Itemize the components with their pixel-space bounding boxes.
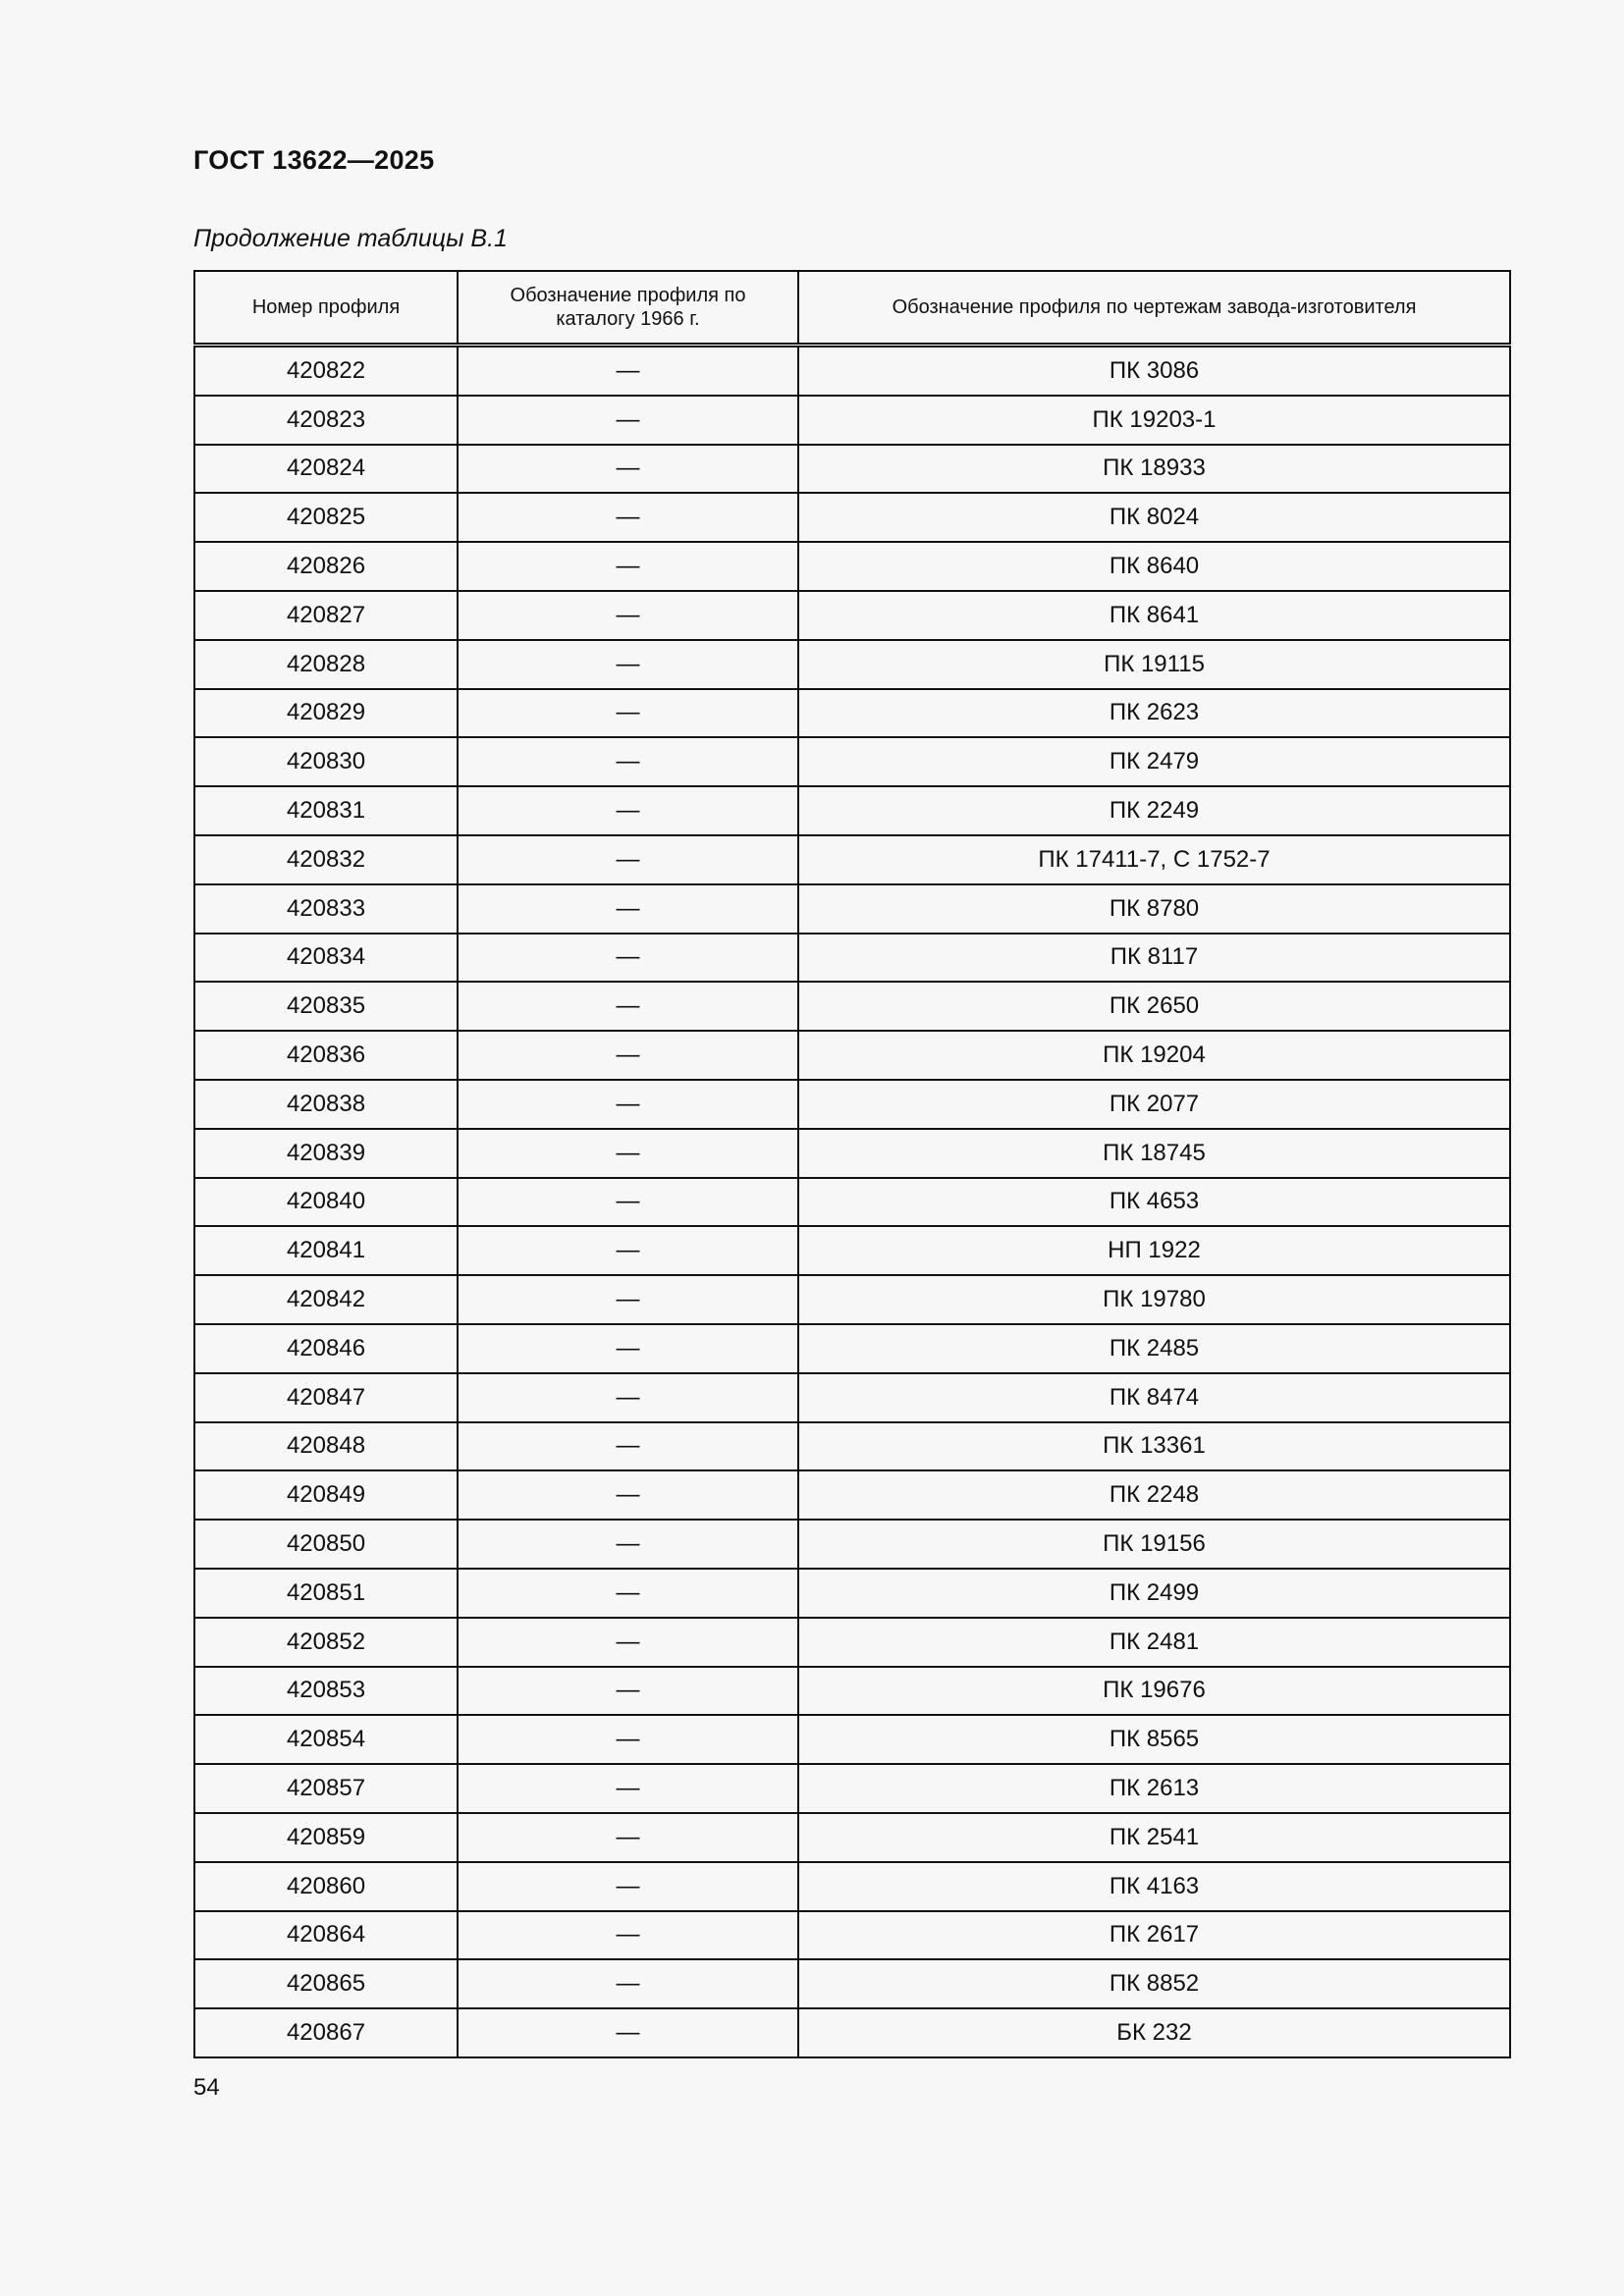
table-header-row (194, 271, 1510, 346)
cell-manufacturer-drawing: БК 232 (798, 2008, 1510, 2057)
cell-manufacturer-drawing: ПК 8640 (798, 542, 1510, 591)
cell-catalog-1966: — (458, 1422, 798, 1471)
table-row (194, 934, 1510, 983)
cell-manufacturer-drawing: ПК 8641 (798, 591, 1510, 640)
cell-catalog-1966: — (458, 1764, 798, 1813)
cell-manufacturer-drawing: ПК 19156 (798, 1520, 1510, 1569)
cell-profile-number: 420824 (194, 445, 458, 494)
table-row (194, 1569, 1510, 1618)
cell-manufacturer-drawing: ПК 19676 (798, 1667, 1510, 1716)
cell-manufacturer-drawing: ПК 2485 (798, 1324, 1510, 1373)
cell-profile-number: 420836 (194, 1031, 458, 1080)
cell-manufacturer-drawing: ПК 19203-1 (798, 396, 1510, 445)
cell-catalog-1966: — (458, 1226, 798, 1275)
cell-manufacturer-drawing: ПК 8024 (798, 493, 1510, 542)
table-row (194, 786, 1510, 835)
table-caption: Продолжение таблицы В.1 (193, 225, 508, 252)
cell-profile-number: 420822 (194, 346, 458, 396)
cell-catalog-1966: — (458, 786, 798, 835)
cell-profile-number: 420833 (194, 884, 458, 934)
cell-manufacturer-drawing: ПК 17411-7, С 1752-7 (798, 835, 1510, 884)
cell-catalog-1966: — (458, 835, 798, 884)
cell-catalog-1966: — (458, 1324, 798, 1373)
cell-profile-number: 420841 (194, 1226, 458, 1275)
table-row (194, 2008, 1510, 2057)
cell-catalog-1966: — (458, 1275, 798, 1324)
cell-manufacturer-drawing: ПК 19780 (798, 1275, 1510, 1324)
cell-profile-number: 420835 (194, 982, 458, 1031)
cell-profile-number: 420831 (194, 786, 458, 835)
table-row (194, 884, 1510, 934)
cell-profile-number: 420829 (194, 689, 458, 738)
profiles-table (193, 270, 1511, 2058)
cell-manufacturer-drawing: ПК 4653 (798, 1178, 1510, 1227)
cell-manufacturer-drawing: ПК 2248 (798, 1470, 1510, 1520)
cell-catalog-1966: — (458, 1080, 798, 1129)
cell-manufacturer-drawing: ПК 2499 (798, 1569, 1510, 1618)
cell-profile-number: 420827 (194, 591, 458, 640)
cell-catalog-1966: — (458, 1715, 798, 1764)
cell-catalog-1966: — (458, 542, 798, 591)
table-row (194, 542, 1510, 591)
cell-profile-number: 420849 (194, 1470, 458, 1520)
cell-profile-number: 420848 (194, 1422, 458, 1471)
table-row (194, 640, 1510, 689)
cell-profile-number: 420826 (194, 542, 458, 591)
cell-catalog-1966: — (458, 1911, 798, 1960)
cell-profile-number: 420850 (194, 1520, 458, 1569)
cell-profile-number: 420823 (194, 396, 458, 445)
cell-profile-number: 420857 (194, 1764, 458, 1813)
cell-catalog-1966: — (458, 1520, 798, 1569)
table-row (194, 1031, 1510, 1080)
cell-profile-number: 420851 (194, 1569, 458, 1618)
cell-manufacturer-drawing: ПК 18933 (798, 445, 1510, 494)
cell-profile-number: 420838 (194, 1080, 458, 1129)
table-row (194, 1226, 1510, 1275)
cell-catalog-1966: — (458, 1178, 798, 1227)
table-row (194, 493, 1510, 542)
table-row (194, 396, 1510, 445)
cell-catalog-1966: — (458, 982, 798, 1031)
cell-profile-number: 420839 (194, 1129, 458, 1178)
table-row (194, 1470, 1510, 1520)
cell-profile-number: 420852 (194, 1618, 458, 1667)
cell-manufacturer-drawing: ПК 3086 (798, 346, 1510, 396)
table-row (194, 982, 1510, 1031)
cell-profile-number: 420828 (194, 640, 458, 689)
table-row (194, 737, 1510, 786)
cell-profile-number: 420860 (194, 1862, 458, 1911)
cell-profile-number: 420825 (194, 493, 458, 542)
cell-manufacturer-drawing: ПК 19204 (798, 1031, 1510, 1080)
cell-catalog-1966: — (458, 493, 798, 542)
cell-catalog-1966: — (458, 934, 798, 983)
cell-catalog-1966: — (458, 1569, 798, 1618)
cell-manufacturer-drawing: ПК 2617 (798, 1911, 1510, 1960)
cell-manufacturer-drawing: НП 1922 (798, 1226, 1510, 1275)
column-header-manufacturer-drawing: Обозначение профиля по чертежам завода-изготовителя (798, 271, 1510, 346)
cell-profile-number: 420842 (194, 1275, 458, 1324)
cell-manufacturer-drawing: ПК 2613 (798, 1764, 1510, 1813)
table-row (194, 445, 1510, 494)
cell-profile-number: 420846 (194, 1324, 458, 1373)
cell-manufacturer-drawing: ПК 8852 (798, 1959, 1510, 2008)
cell-profile-number: 420859 (194, 1813, 458, 1862)
cell-manufacturer-drawing: ПК 2077 (798, 1080, 1510, 1129)
cell-catalog-1966: — (458, 1373, 798, 1422)
cell-manufacturer-drawing: ПК 18745 (798, 1129, 1510, 1178)
table-row (194, 1520, 1510, 1569)
cell-catalog-1966: — (458, 1618, 798, 1667)
table-row (194, 1129, 1510, 1178)
cell-profile-number: 420834 (194, 934, 458, 983)
cell-catalog-1966: — (458, 1959, 798, 2008)
document-title: ГОСТ 13622—2025 (193, 145, 435, 175)
cell-catalog-1966: — (458, 1813, 798, 1862)
table-row (194, 1959, 1510, 2008)
cell-profile-number: 420867 (194, 2008, 458, 2057)
table-row (194, 1911, 1510, 1960)
cell-manufacturer-drawing: ПК 19115 (798, 640, 1510, 689)
table-row (194, 1667, 1510, 1716)
table-row (194, 1715, 1510, 1764)
table-row (194, 591, 1510, 640)
table-row (194, 1275, 1510, 1324)
cell-profile-number: 420853 (194, 1667, 458, 1716)
cell-profile-number: 420854 (194, 1715, 458, 1764)
cell-manufacturer-drawing: ПК 8565 (798, 1715, 1510, 1764)
table-row (194, 1080, 1510, 1129)
table-body (194, 346, 1510, 2057)
table-row (194, 346, 1510, 396)
column-header-catalog-1966: Обозначение профиля по каталогу 1966 г. (458, 271, 798, 346)
cell-manufacturer-drawing: ПК 13361 (798, 1422, 1510, 1471)
cell-manufacturer-drawing: ПК 8474 (798, 1373, 1510, 1422)
cell-catalog-1966: — (458, 689, 798, 738)
cell-catalog-1966: — (458, 884, 798, 934)
table-row (194, 1373, 1510, 1422)
cell-profile-number: 420840 (194, 1178, 458, 1227)
cell-catalog-1966: — (458, 1862, 798, 1911)
table-row (194, 1178, 1510, 1227)
table-header (194, 271, 1510, 346)
cell-catalog-1966: — (458, 591, 798, 640)
table-row (194, 1422, 1510, 1471)
cell-manufacturer-drawing: ПК 2481 (798, 1618, 1510, 1667)
cell-catalog-1966: — (458, 1129, 798, 1178)
cell-profile-number: 420864 (194, 1911, 458, 1960)
cell-manufacturer-drawing: ПК 8780 (798, 884, 1510, 934)
table-row (194, 1618, 1510, 1667)
cell-catalog-1966: — (458, 1667, 798, 1716)
cell-manufacturer-drawing: ПК 2249 (798, 786, 1510, 835)
cell-profile-number: 420832 (194, 835, 458, 884)
cell-catalog-1966: — (458, 445, 798, 494)
table-row (194, 1813, 1510, 1862)
table-row (194, 1862, 1510, 1911)
cell-manufacturer-drawing: ПК 2541 (798, 1813, 1510, 1862)
cell-manufacturer-drawing: ПК 4163 (798, 1862, 1510, 1911)
cell-manufacturer-drawing: ПК 8117 (798, 934, 1510, 983)
cell-catalog-1966: — (458, 346, 798, 396)
cell-catalog-1966: — (458, 737, 798, 786)
cell-catalog-1966: — (458, 2008, 798, 2057)
table-row (194, 1764, 1510, 1813)
table-row (194, 835, 1510, 884)
cell-profile-number: 420865 (194, 1959, 458, 2008)
column-header-profile-number: Номер профиля (194, 271, 458, 346)
table-row (194, 1324, 1510, 1373)
cell-profile-number: 420847 (194, 1373, 458, 1422)
cell-manufacturer-drawing: ПК 2623 (798, 689, 1510, 738)
cell-profile-number: 420830 (194, 737, 458, 786)
cell-catalog-1966: — (458, 1470, 798, 1520)
cell-manufacturer-drawing: ПК 2479 (798, 737, 1510, 786)
table-row (194, 689, 1510, 738)
cell-manufacturer-drawing: ПК 2650 (798, 982, 1510, 1031)
cell-catalog-1966: — (458, 396, 798, 445)
cell-catalog-1966: — (458, 640, 798, 689)
cell-catalog-1966: — (458, 1031, 798, 1080)
page-number: 54 (193, 2074, 220, 2101)
